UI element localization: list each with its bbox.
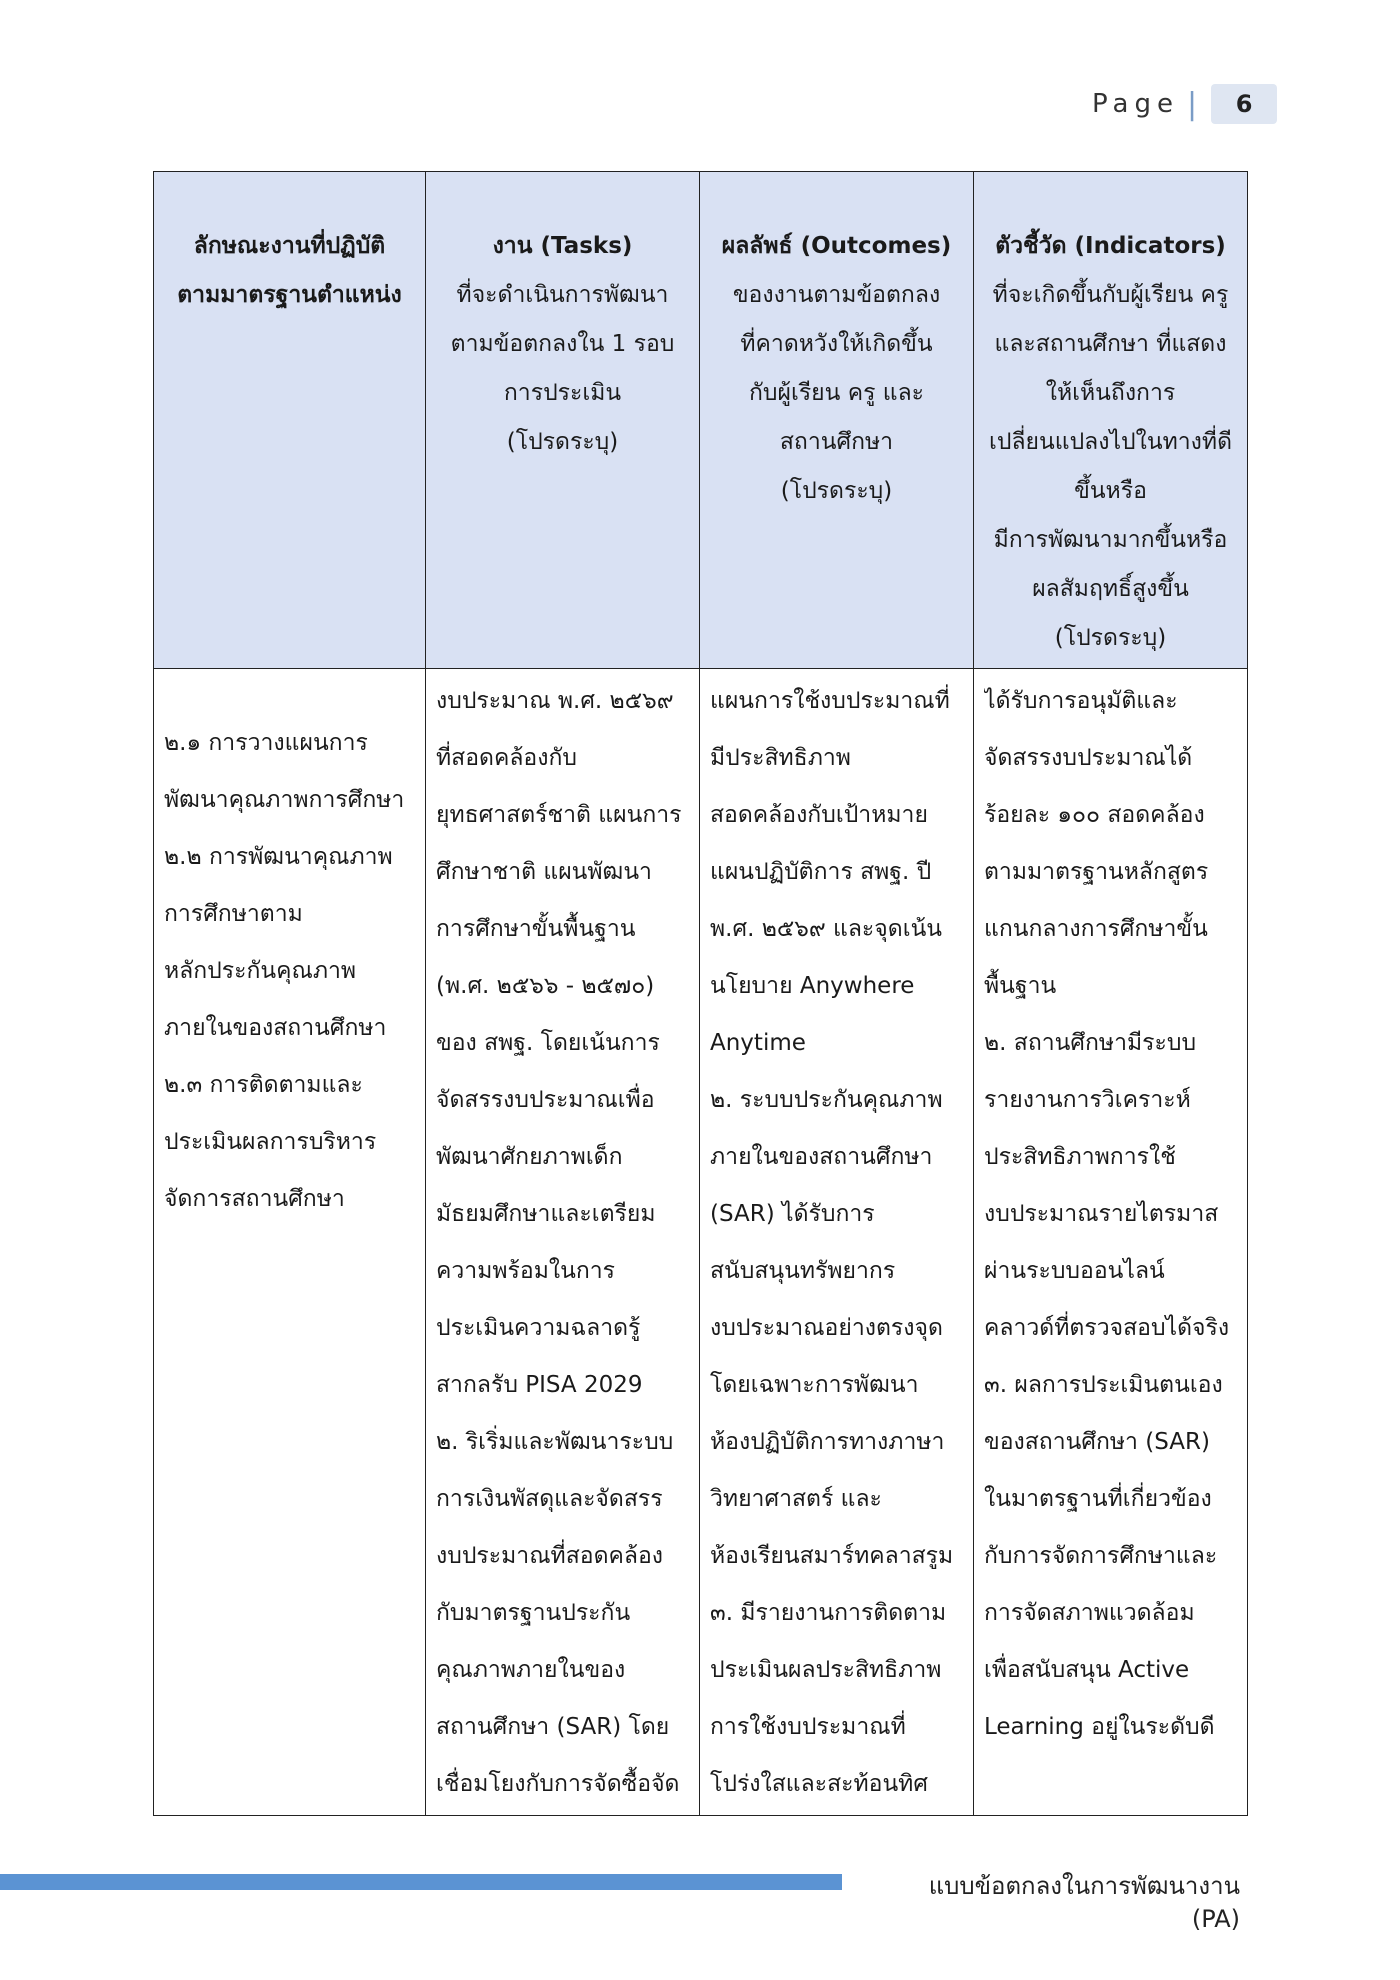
cell-line: ศึกษาชาติ แผนพัฒนา bbox=[436, 859, 652, 885]
cell-line: ที่สอดคล้องกับ bbox=[436, 745, 577, 771]
cell-line: พัฒนาศักยภาพเด็ก bbox=[436, 1144, 623, 1170]
cell-line: การใช้งบประมาณที่ bbox=[710, 1714, 906, 1740]
cell-line: ๓. ผลการประเมินตนเอง bbox=[984, 1372, 1223, 1398]
header-col-4 bbox=[974, 172, 1248, 669]
cell-line: โปร่งใสและสะท้อนทิศ bbox=[710, 1771, 928, 1797]
cell-line: จัดสรรงบประมาณได้ bbox=[984, 745, 1193, 771]
cell-line: โดยเฉพาะการพัฒนา bbox=[710, 1372, 919, 1398]
header-row bbox=[154, 172, 1248, 669]
header-col-2 bbox=[426, 172, 700, 669]
header-line: ที่คาดหวังให้เกิดขึ้น bbox=[740, 331, 933, 357]
cell-line: พ.ศ. ๒๕๖๙ และจุดเน้น bbox=[710, 916, 943, 942]
cell-line: พื้นฐาน bbox=[984, 973, 1057, 999]
cell-line: แกนกลางการศึกษาขั้น bbox=[984, 916, 1208, 942]
cell-line: ๒. ริเริ่มและพัฒนาระบบ bbox=[436, 1429, 674, 1455]
header-line: กับผู้เรียน ครู และ bbox=[748, 380, 925, 406]
cell-line: คุณภาพภายในของ bbox=[436, 1657, 626, 1683]
header-line: ให้เห็นถึงการ bbox=[1045, 380, 1176, 406]
cell-line: จัดการสถานศึกษา bbox=[164, 1186, 345, 1212]
cell-line: งบประมาณที่สอดคล้อง bbox=[436, 1543, 664, 1569]
cell-line: ในมาตรฐานที่เกี่ยวข้อง bbox=[984, 1486, 1212, 1512]
cell-line: ยุทธศาสตร์ชาติ แผนการ bbox=[436, 802, 682, 828]
header-line: มีการพัฒนามากขึ้นหรือ bbox=[993, 527, 1228, 553]
header-line: ตามข้อตกลงใน 1 รอบ bbox=[450, 331, 675, 357]
header-line: ตัวชี้วัด (Indicators) bbox=[995, 233, 1226, 259]
cell-line: สนับสนุนทรัพยากร bbox=[710, 1258, 896, 1284]
header-line: และสถานศึกษา ที่แสดง bbox=[994, 331, 1227, 357]
header-col-1 bbox=[154, 172, 426, 669]
cell-line: ความพร้อมในการ bbox=[436, 1258, 616, 1284]
cell-work-standard bbox=[154, 669, 426, 1816]
cell-line: จัดสรรงบประมาณเพื่อ bbox=[436, 1087, 655, 1113]
cell-line: ได้รับการอนุมัติและ bbox=[984, 688, 1178, 714]
header-line: (โปรดระบุ) bbox=[1054, 625, 1167, 651]
footer-bar bbox=[0, 1874, 842, 1890]
header-line: ขึ้นหรือ bbox=[1074, 478, 1147, 504]
cell-line: งบประมาณรายไตรมาส bbox=[984, 1201, 1219, 1227]
cell-line: ๒. ระบบประกันคุณภาพ bbox=[710, 1087, 943, 1113]
cell-line: ร้อยละ ๑๐๐ สอดคล้อง bbox=[984, 802, 1205, 828]
header-line: การประเมิน bbox=[503, 380, 622, 406]
cell-line: Anytime bbox=[710, 1030, 806, 1056]
cell-line: ๒.๑ การวางแผนการ bbox=[164, 730, 368, 756]
cell-line: นโยบาย Anywhere bbox=[710, 973, 915, 999]
cell-line: กับการจัดการศึกษาและ bbox=[984, 1543, 1218, 1569]
cell-line: การเงินพัสดุและจัดสรร bbox=[436, 1486, 663, 1512]
cell-line: คลาวด์ที่ตรวจสอบได้จริง bbox=[984, 1315, 1230, 1341]
cell-line: แผนการใช้งบประมาณที่ bbox=[710, 688, 950, 714]
header-line: ของงานตามข้อตกลง bbox=[732, 282, 941, 308]
header-line: ตามมาตรฐานตำแหน่ง bbox=[177, 282, 402, 308]
header-line: ที่จะดำเนินการพัฒนา bbox=[456, 282, 669, 308]
cell-line: ๒.๓ การติดตามและ bbox=[164, 1072, 363, 1098]
cell-line: ภายในของสถานศึกษา bbox=[164, 1015, 387, 1041]
header-line: สถานศึกษา bbox=[779, 429, 894, 455]
header-line: ผลสัมฤทธิ์สูงขึ้น bbox=[1032, 576, 1189, 602]
cell-line: ของสถานศึกษา (SAR) bbox=[984, 1429, 1210, 1455]
cell-line: สถานศึกษา (SAR) โดย bbox=[436, 1714, 670, 1740]
cell-line: ประเมินความฉลาดรู้ bbox=[436, 1315, 641, 1341]
cell-line: หลักประกันคุณภาพ bbox=[164, 958, 357, 984]
cell-line: ของ สพฐ. โดยเน้นการ bbox=[436, 1030, 660, 1056]
cell-line: งบประมาณ พ.ศ. ๒๕๖๙ bbox=[436, 688, 674, 714]
page-number bbox=[1092, 84, 1277, 124]
header-line: (โปรดระบุ) bbox=[506, 429, 619, 455]
cell-line: ห้องเรียนสมาร์ทคลาสรูม bbox=[710, 1543, 954, 1569]
cell-line: งบประมาณอย่างตรงจุด bbox=[710, 1315, 943, 1341]
agreement-table bbox=[153, 171, 1248, 1816]
cell-line: เพื่อสนับสนุน Active bbox=[984, 1657, 1190, 1683]
cell-line: Learning อยู่ในระดับดี bbox=[984, 1714, 1215, 1740]
cell-outcomes bbox=[700, 669, 974, 1816]
cell-line: ภายในของสถานศึกษา bbox=[710, 1144, 933, 1170]
cell-indicators bbox=[974, 669, 1248, 1816]
cell-line: รายงานการวิเคราะห์ bbox=[984, 1087, 1191, 1113]
cell-line: (SAR) ได้รับการ bbox=[710, 1201, 875, 1227]
cell-line: แผนปฏิบัติการ สพฐ. ปี bbox=[710, 859, 932, 885]
cell-line: มีประสิทธิภาพ bbox=[710, 745, 851, 771]
cell-line: วิทยาศาสตร์ และ bbox=[710, 1486, 882, 1512]
table-row bbox=[154, 669, 1248, 1816]
page-label: Page bbox=[1092, 89, 1179, 119]
header-line: ผลลัพธ์ (Outcomes) bbox=[721, 233, 952, 259]
cell-line: ตามมาตรฐานหลักสูตร bbox=[984, 859, 1209, 885]
page-separator: | bbox=[1186, 86, 1198, 122]
cell-line: ๓. มีรายงานการติดตาม bbox=[710, 1600, 947, 1626]
cell-line: สากลรับ PISA 2029 bbox=[436, 1372, 643, 1398]
header-line: งาน (Tasks) bbox=[492, 233, 633, 259]
header-line: ที่จะเกิดขึ้นกับผู้เรียน ครู bbox=[992, 282, 1229, 308]
cell-line: การจัดสภาพแวดล้อม bbox=[984, 1600, 1195, 1626]
header-line: เปลี่ยนแปลงไปในทางที่ดี bbox=[988, 429, 1233, 455]
cell-line: ประเมินผลการบริหาร bbox=[164, 1129, 377, 1155]
cell-line: สอดคล้องกับเป้าหมาย bbox=[710, 802, 928, 828]
cell-line: การศึกษาขั้นพื้นฐาน bbox=[436, 916, 636, 942]
page-number-box: 6 bbox=[1211, 84, 1277, 124]
cell-line: กับมาตรฐานประกัน bbox=[436, 1600, 631, 1626]
cell-line: ประเมินผลประสิทธิภาพ bbox=[710, 1657, 942, 1683]
cell-line: มัธยมศึกษาและเตรียม bbox=[436, 1201, 656, 1227]
header-col-3 bbox=[700, 172, 974, 669]
footer-title: แบบข้อตกลงในการพัฒนางาน (PA) bbox=[928, 1872, 1240, 1933]
cell-line: พัฒนาคุณภาพการศึกษา bbox=[164, 787, 405, 813]
cell-line: ห้องปฏิบัติการทางภาษา bbox=[710, 1429, 945, 1455]
cell-line: (พ.ศ. ๒๕๖๖ - ๒๕๗๐) bbox=[436, 973, 655, 999]
cell-tasks bbox=[426, 669, 700, 1816]
header-line: ลักษณะงานที่ปฏิบัติ bbox=[193, 233, 386, 259]
header-line: (โปรดระบุ) bbox=[780, 478, 893, 504]
cell-line: ๒. สถานศึกษามีระบบ bbox=[984, 1030, 1197, 1056]
cell-line: การศึกษาตาม bbox=[164, 901, 303, 927]
cell-line: เชื่อมโยงกับการจัดซื้อจัด bbox=[436, 1771, 680, 1797]
cell-line: ผ่านระบบออนไลน์ bbox=[984, 1258, 1165, 1284]
cell-line: ประสิทธิภาพการใช้ bbox=[984, 1144, 1176, 1170]
cell-line: ๒.๒ การพัฒนาคุณภาพ bbox=[164, 844, 393, 870]
